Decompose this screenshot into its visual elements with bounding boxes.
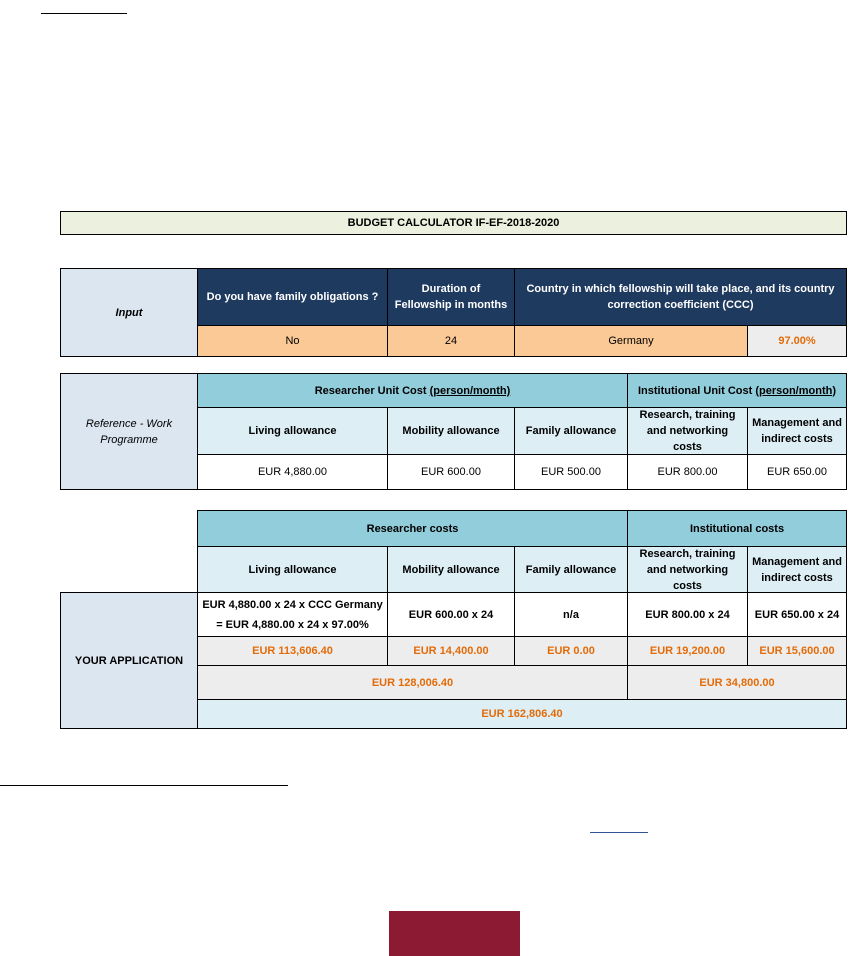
app-col-management: Management and indirect costs <box>747 546 847 593</box>
ccc-value: 97.00% <box>747 325 847 357</box>
formula-living-line2: = EUR 4,880.00 x 24 x 97.00% <box>216 618 369 631</box>
institutional-costs-header: Institutional costs <box>627 510 847 547</box>
ref-col-management: Management and indirect costs <box>747 407 847 455</box>
subtotal-researcher: EUR 128,006.40 <box>197 665 628 700</box>
ref-val-family: EUR 500.00 <box>514 454 628 490</box>
result-management: EUR 15,600.00 <box>747 636 847 666</box>
app-col-family: Family allowance <box>514 546 628 593</box>
researcher-unit-cost-link[interactable]: (person/month) <box>429 384 511 397</box>
institutional-unit-cost-header <box>627 373 847 408</box>
institutional-unit-cost-link[interactable]: (person/month) <box>755 384 836 397</box>
reference-label: Reference - Work Programme <box>60 373 198 490</box>
formula-mobility: EUR 600.00 x 24 <box>387 592 515 637</box>
ref-col-research: Research, training and networking costs <box>627 407 748 455</box>
ref-val-living: EUR 4,880.00 <box>197 454 388 490</box>
ref-val-research: EUR 800.00 <box>627 454 748 490</box>
footnote-separator <box>0 785 288 786</box>
ref-val-management: EUR 650.00 <box>747 454 847 490</box>
result-family: EUR 0.00 <box>514 636 628 666</box>
subtotal-institutional: EUR 34,800.00 <box>627 665 847 700</box>
duration-input[interactable]: 24 <box>387 325 515 357</box>
formula-research: EUR 800.00 x 24 <box>627 592 748 637</box>
formula-living <box>197 592 388 637</box>
result-living: EUR 113,606.40 <box>197 636 388 666</box>
institutional-unit-cost-prefix: Institutional Unit Cost <box>638 384 756 397</box>
top-underline <box>41 13 127 14</box>
formula-living-line1: EUR 4,880.00 x 24 x CCC Germany <box>202 598 383 611</box>
result-research: EUR 19,200.00 <box>627 636 748 666</box>
researcher-unit-cost-header <box>197 373 628 408</box>
country-question: Country in which fellowship will take place, and its country correction coefficient (CCC) <box>514 268 847 326</box>
calculator-title: BUDGET CALCULATOR IF-EF-2018-2020 <box>60 211 847 235</box>
footer-block <box>389 911 520 956</box>
app-col-research: Research, training and networking costs <box>627 546 748 593</box>
ref-val-mobility: EUR 600.00 <box>387 454 515 490</box>
formula-family: n/a <box>514 592 628 637</box>
ref-col-mobility: Mobility allowance <box>387 407 515 455</box>
family-select[interactable]: No <box>197 325 388 357</box>
result-mobility: EUR 14,400.00 <box>387 636 515 666</box>
family-question: Do you have family obligations ? <box>197 268 388 326</box>
input-label: Input <box>60 268 198 357</box>
app-col-mobility: Mobility allowance <box>387 546 515 593</box>
your-application-label: YOUR APPLICATION <box>60 592 198 729</box>
formula-management: EUR 650.00 x 24 <box>747 592 847 637</box>
duration-question: Duration of Fellowship in months <box>387 268 515 326</box>
researcher-costs-header: Researcher costs <box>197 510 628 547</box>
link-underline[interactable] <box>590 832 648 833</box>
app-col-living: Living allowance <box>197 546 388 593</box>
ref-col-living: Living allowance <box>197 407 388 455</box>
ref-col-family: Family allowance <box>514 407 628 455</box>
grand-total: EUR 162,806.40 <box>197 699 847 729</box>
country-select[interactable]: Germany <box>514 325 748 357</box>
researcher-unit-cost-prefix: Researcher Unit Cost <box>314 384 430 397</box>
